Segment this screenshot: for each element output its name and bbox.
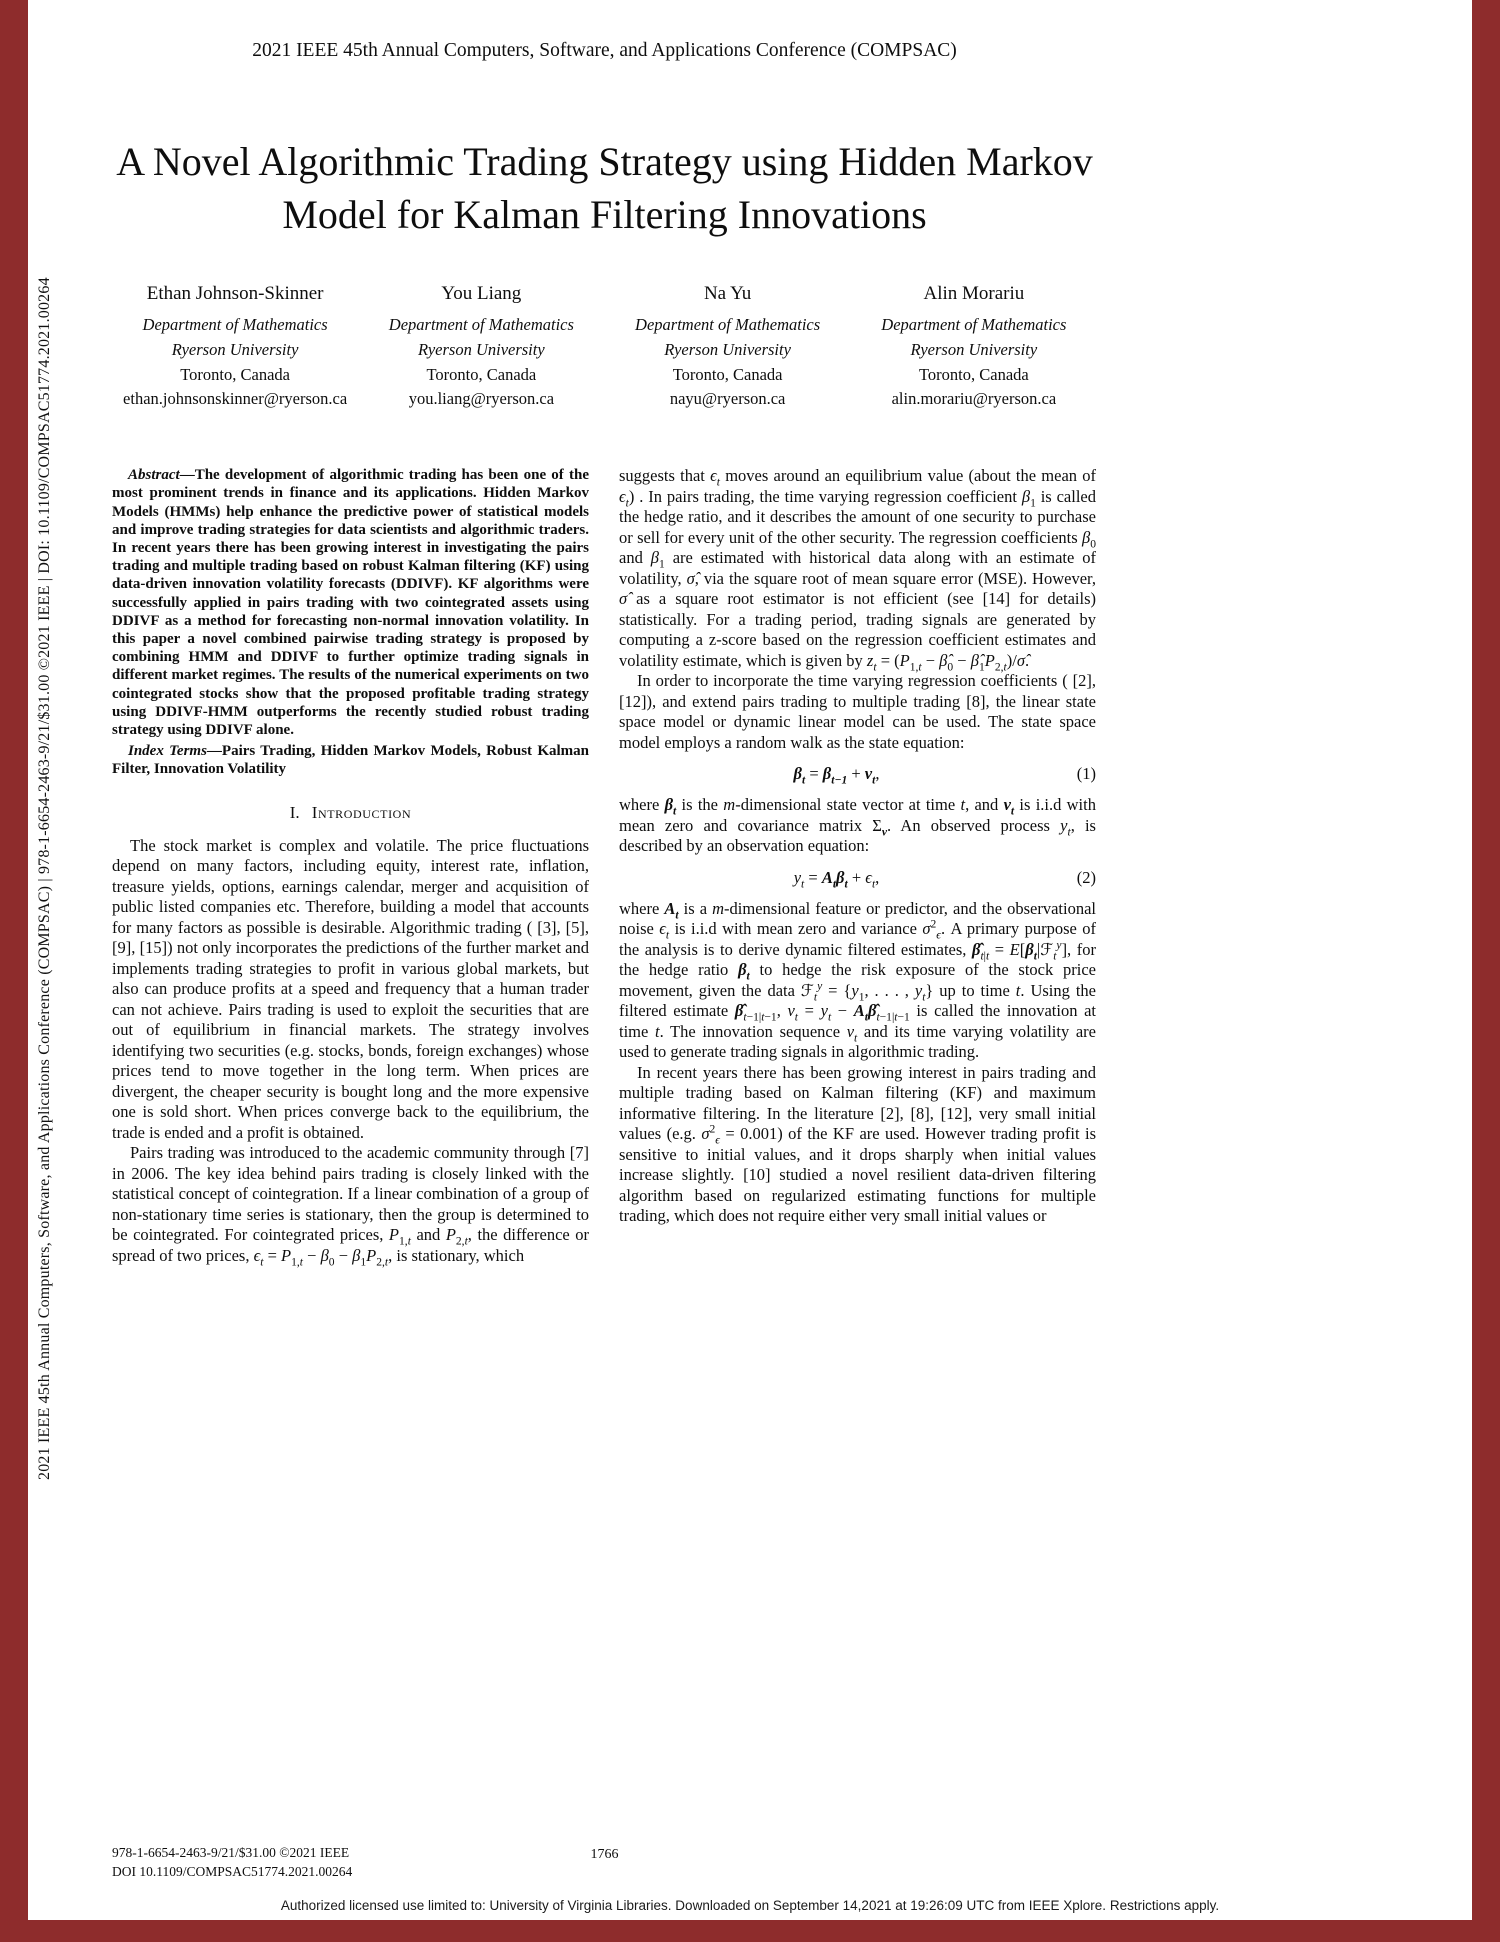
author-card xyxy=(605,280,851,413)
author-email: ethan.johnsonskinner@ryerson.ca xyxy=(123,389,348,409)
conference-header: 2021 IEEE 45th Annual Computers, Software, and Applications Conference (COMPSAC) xyxy=(252,40,957,61)
paper-title: A Novel Algorithmic Trading Strategy using Hidden Markov Model for Kalman Filtering Innovations xyxy=(116,139,1093,237)
author-department: Department of Mathematics xyxy=(881,315,1067,335)
author-name: Alin Morariu xyxy=(923,282,1025,304)
author-email: alin.morariu@ryerson.ca xyxy=(891,389,1057,409)
two-column-body xyxy=(112,466,1097,1266)
equation-1-number: (1) xyxy=(1076,764,1096,784)
equation-2-number: (2) xyxy=(1076,867,1096,887)
body-paragraph-state-space: In order to incorporate the time varying regression coefficients ( [2], [12]), and extend pairs trading to multiple trading [8], the linear state space model or dynamic linear model can be used. The state space model employs a random walk as the state equation: xyxy=(619,671,1096,752)
index-terms-paragraph: Index Terms—Pairs Trading, Hidden Markov Models, Robust Kalman Filter, Innovation Volatility xyxy=(112,743,589,778)
body-paragraph-state-vector: where $\beta_t$ is the m-dimensional state vector at time t, and $v_t$ is i.i.d with mean zero and covariance matrix $\Sigma_v$. An observed process $y_t$, is described by an observation equation: xyxy=(619,795,1096,856)
body-paragraph-observation: where $A_t$ is a m-dimensional feature or predictor, and the observational noise $\epsilon_t$ is i.i.d with mean zero and variance $\sigma^2_\epsilon$. A primary purpose of the analysis is to derive dynamic filtered estimates, $\betâ_{t|t}$ = $E[\beta_t|ℱ_t^y]$, for the hedge ratio $\beta_t$ to hedge the risk exposure of the stock price movement, given the data ℱ$_t^y$ = {$y_1$, . . . , $y_t$} up to time t. Using the filtered estimate $\betâ_{t-1|t-1}$, $\nu_t = y_t$ − $A_t\betâ_{t-1|t-1}$ is called the innovation at time t. The innovation sequence $\nu_t$ and its time varying volatility are used to generate trading signals in algorithmic trading. xyxy=(619,898,1097,1062)
author-department: Department of Mathematics xyxy=(635,315,821,335)
equation-1 xyxy=(619,764,1096,787)
author-university: Ryerson University xyxy=(418,339,545,359)
author-card xyxy=(358,280,604,413)
author-university: Ryerson University xyxy=(664,339,791,359)
section-title: Introduction xyxy=(311,802,412,822)
author-location: Toronto, Canada xyxy=(426,364,537,384)
sidebar-copyright-text: 2021 IEEE 45th Annual Computers, Software, and Applications Conference (COMPSAC) | 978-1-6654-2463-9/21/$31.00 ©2021 IEEE | DOI: 10.1109/COMPSAC51774.2021.00264 xyxy=(36,277,53,1480)
body-paragraph-kf-literature: In recent years there has been growing interest in pairs trading and multiple trading based on Kalman filtering (KF) and maximum informative filtering. In the literature [2], [8], [12], very small initial values (e.g. $\sigma^2_\epsilon = 0.001$) of the KF are used. However trading profit is sensitive to initial values, and it drops sharply when initial values increase slightly. [10] studied a novel resilient data-driven filtering algorithm based on regularized estimating functions for multiple trading, which does not require either very small initial values or xyxy=(619,1062,1096,1226)
author-department: Department of Mathematics xyxy=(388,315,574,335)
intro-paragraph-2: Pairs trading was introduced to the academic community through [7] in 2006. The key idea behind pairs trading is closely linked with the statistical concept of cointegration. If a linear combination of a group of non-stationary time series is stationary, then the group is determined to be cointegrated. For cointegrated prices, $P_{1,t}$ and $P_{2,t}$, the difference or spread of two prices, $\epsilon_t = P_{1,t} - \beta_0 - \beta_1P_{2,t}$, is stationary, which xyxy=(112,1143,590,1268)
author-email: you.liang@ryerson.ca xyxy=(408,389,555,409)
author-name: You Liang xyxy=(441,282,522,304)
author-card xyxy=(851,280,1097,413)
author-university: Ryerson University xyxy=(171,339,299,359)
section-number: I. xyxy=(289,802,300,822)
footer-doi-line: DOI 10.1109/COMPSAC51774.2021.00264 xyxy=(112,1864,353,1880)
author-name: Ethan Johnson-Skinner xyxy=(146,282,324,304)
right-edge-bar xyxy=(1472,0,1500,1942)
author-department: Department of Mathematics xyxy=(142,315,328,335)
license-notice: Authorized licensed use limited to: University of Virginia Libraries. Downloaded on September 14,2021 at 19:26:09 UTC from IEEE Xplore. Restrictions apply. xyxy=(280,1898,1220,1913)
author-location: Toronto, Canada xyxy=(672,364,783,384)
bottom-edge-bar xyxy=(0,1920,1500,1942)
authors-row xyxy=(112,280,1097,413)
page-content xyxy=(112,0,1097,1266)
right-column xyxy=(619,466,1096,1266)
body-paragraph-continuation: suggests that $\epsilon_t$ moves around an equilibrium value (about the mean of $\epsilon_t$) . In pairs trading, the time varying regression coefficient $\beta_1$ is called the hedge ratio, and it describes the amount of one security to purchase or sell for every unit of the other security. The regression coefficients $\beta_0$ and $\beta_1$ are estimated with historical data along with an estimate of volatility, σ̂, via the square root of mean square error (MSE). However, σ̂ as a square root estimator is not efficient (see [14] for details) statistically. For a trading period, trading signals are generated by computing a z-score based on the regression coefficient estimates and volatility estimate, which is given by $z_t = (P_{1,t}$ − $\betâ_0$ − $\betâ_1P_{2,t})/\sigmâ$. xyxy=(619,466,1097,673)
equation-1-body: $\beta_t = \beta_{t-1} + v_t$, xyxy=(793,764,880,787)
left-column xyxy=(112,466,589,1266)
author-card xyxy=(112,280,358,413)
left-edge-bar xyxy=(0,0,28,1942)
author-email: nayu@ryerson.ca xyxy=(669,389,786,409)
equation-2 xyxy=(619,868,1096,888)
author-university: Ryerson University xyxy=(910,339,1038,359)
intro-paragraph-1: The stock market is complex and volatile. The price fluctuations depend on many factors, including equity, interest rate, inflation, treasure yields, options, earnings calendar, merger and acquisition of public listed companies etc. Therefore, building a model that accounts for many factors as possible is desirable. Algorithmic trading ( [3], [5], [9], [15]) not only incorporates the predictions of the further market and implements trading strategies to profit in various global markets, but also can produce profits at a speed and frequency that a human trader can not achieve. Pairs trading is used to exploit the securities that are out of equilibrium in financial markets. The strategy involves identifying two securities (e.g. stocks, bonds, foreign exchanges) whose prices tend to move together in the long term. When prices are divergent, the cheaper security is bought long and the more expensive one is sold short. When prices converge back to the equilibrium, the trade is ended and a profit is obtained. xyxy=(112,835,589,1142)
page-number: 1766 xyxy=(590,1847,619,1862)
author-name: Na Yu xyxy=(703,282,752,304)
author-location: Toronto, Canada xyxy=(919,364,1029,384)
author-location: Toronto, Canada xyxy=(180,364,290,384)
abstract-paragraph: Abstract—The development of algorithmic trading has been one of the most prominent trends in finance and its applications. Hidden Markov Models (HMMs) help enhance the predictive power of statistical models and improve trading strategies for data scientists and algorithmic traders. In recent years there has been growing interest in investigating the pairs trading and multiple trading based on robust Kalman filtering (KF) using data-driven innovation volatility forecasts (DDIVF). KF algorithms were successfully applied in pairs trading with two cointegrated assets using DDIVF as a method for forecasting non-normal innovation volatility. In this paper a novel combined pairwise trading strategy is proposed by combining HMM and DDIVF to further optimize trading signals in different market regimes. The results of the numerical experiments on two cointegrated stocks show that the proposed profitable trading strategy using DDIVF-HMM outperforms the recently studied robust trading strategy using DDIVF alone. xyxy=(112,467,589,738)
equation-2-body: $y_t = A_t\beta_t + \epsilon_t$, xyxy=(793,867,880,890)
section-heading-introduction xyxy=(112,803,589,823)
footer-isbn-line: 978-1-6654-2463-9/21/$31.00 ©2021 IEEE xyxy=(112,1845,350,1861)
